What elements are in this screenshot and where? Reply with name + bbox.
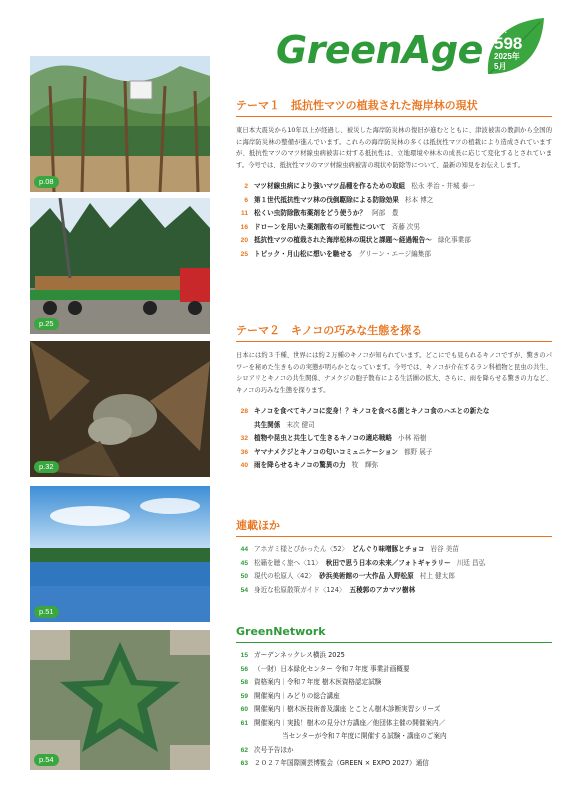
toc-item[interactable] (236, 690, 552, 704)
toc-item[interactable] (236, 717, 552, 731)
toc-author: グリーン・エージ編集部 (358, 249, 431, 258)
toc-author: 阿部 豊 (372, 209, 399, 217)
toc-page: 59 (240, 692, 248, 700)
toc-page: 11 (241, 210, 248, 217)
toc-title: ２０２７年国際園芸博覧会（GREEN × EXPO 2027）通信 (254, 759, 429, 767)
photo-mushroom (30, 341, 210, 477)
toc-item[interactable] (236, 446, 552, 460)
serials-toc (236, 543, 552, 597)
magazine-logo: GreenAge (276, 28, 483, 72)
photo-page-badge: p.51 (34, 606, 59, 618)
issue-number: 598 (494, 34, 523, 53)
toc-title: 松くい虫防除散布薬剤をどう使うか？ (254, 209, 367, 217)
toc-title: 植物や昆虫と共生して生きるキノコの適応戦略 (254, 434, 393, 442)
photo-goryokaku-aerial (30, 630, 210, 770)
masthead (270, 14, 560, 84)
theme1-section (236, 98, 552, 261)
toc-page: 32 (240, 435, 248, 442)
toc-author: 牧 輝弥 (351, 461, 379, 469)
toc-title: 雨を降らせるキノコの驚異の力 (254, 461, 346, 469)
greennetwork-title: GreenNetwork (236, 624, 552, 643)
photo-page-badge: p.08 (34, 176, 59, 188)
toc-author: 末次 健司 (286, 420, 315, 429)
toc-item[interactable] (236, 584, 552, 598)
greennetwork-section (236, 624, 552, 771)
toc-title: キノコを食べてキノコに変身！？キノコを食べる菌とキノコ食のハエとの新たな (254, 407, 490, 415)
toc-page: 2 (244, 183, 248, 190)
toc-page: 15 (240, 652, 248, 659)
toc-page: 6 (244, 196, 248, 204)
theme2-toc (236, 405, 552, 473)
toc-author: 岩谷 美苗 (430, 545, 459, 553)
toc-author: 杉本 博之 (404, 195, 434, 204)
toc-item[interactable] (236, 180, 552, 194)
greennetwork-toc (236, 649, 552, 771)
toc-series: 現代の松原人〈42〉 (254, 572, 316, 580)
toc-item[interactable] (236, 570, 552, 584)
toc-page: 36 (240, 448, 248, 456)
issue-number-block (494, 26, 522, 71)
toc-item-continued[interactable] (236, 419, 552, 433)
theme1-title: テーマ１ 抵抗性マツの植栽された海岸林の現状 (236, 98, 552, 117)
theme2-title: テーマ２ キノコの巧みな生態を探る (236, 323, 552, 342)
theme1-toc (236, 180, 552, 261)
toc-title: 資格案内｜令和７年度 樹木医資格認定試験 (254, 678, 382, 686)
photo-coastline (30, 486, 210, 622)
toc-item[interactable] (236, 194, 552, 208)
toc-title: ガーデンネックレス横浜 2025 (254, 651, 345, 659)
toc-title: 砂浜美術館の一大作品 入野松原 (319, 572, 414, 580)
toc-title: マツ材線虫病により強いマツ品種を作るための取組 (254, 182, 406, 190)
toc-page: 56 (240, 665, 248, 673)
toc-title: 五稜郭のアカマツ樹林 (349, 585, 416, 594)
toc-page: 16 (240, 223, 248, 231)
toc-item[interactable] (236, 248, 552, 262)
toc-title: ヤマナメクジとキノコの匂いコミュニケーション (254, 447, 398, 456)
toc-page: 50 (240, 573, 248, 580)
photo-page-badge: p.25 (34, 318, 59, 330)
toc-item[interactable] (236, 405, 552, 419)
toc-title: トピック・月山松に想いを馳せる (254, 249, 353, 258)
toc-author: 松永 孝治・井城 泰一 (411, 182, 475, 190)
toc-page: 44 (240, 546, 248, 553)
toc-item[interactable] (236, 207, 552, 221)
toc-author: 緑化事業部 (437, 236, 471, 244)
toc-item[interactable] (236, 676, 552, 690)
toc-item[interactable] (236, 432, 552, 446)
toc-item-continued[interactable] (236, 730, 552, 744)
issue-label: No. (494, 26, 507, 35)
toc-title: どんぐり味噌豚とチョコ (352, 545, 425, 553)
photo-page-badge: p.54 (34, 754, 59, 766)
toc-title: 開催案内｜みどりの総合講座 (254, 691, 340, 700)
toc-title-continued: 当センターが令和７年度に開催する試験・講座のご案内 (282, 732, 447, 740)
toc-item[interactable] (236, 557, 552, 571)
toc-page: 25 (240, 250, 248, 258)
serials-title: 連載ほか (236, 518, 552, 537)
toc-author: 村上 健太郎 (419, 572, 455, 580)
toc-series: 身近な松原散策ガイド〈124〉 (254, 585, 346, 594)
toc-author: 川廷 昌弘 (456, 558, 486, 567)
toc-title: （一財）日本緑化センター 令和７年度 事業計画概要 (254, 664, 410, 673)
toc-author: 斉藤 次男 (391, 222, 421, 231)
issue-year: 2025年 (494, 52, 520, 61)
toc-page: 20 (240, 237, 248, 244)
toc-page: 40 (240, 462, 248, 469)
toc-page: 58 (240, 679, 248, 686)
issue-month: 5月 (494, 62, 507, 71)
toc-item[interactable] (236, 744, 552, 758)
toc-page: 45 (240, 559, 248, 567)
theme2-section (236, 323, 552, 473)
toc-title-continued: 共生関係 (254, 420, 281, 429)
toc-page: 62 (240, 746, 248, 754)
toc-series: アホガミ様とぴかったん〈52〉 (254, 545, 349, 553)
photo-pine-forest (30, 56, 210, 192)
toc-title: 秋田で思う日本の未来／フォトギャラリー (325, 558, 451, 567)
toc-title: 抵抗性マツの植栽された海岸松林の現状と課題～経過報告～ (254, 236, 432, 244)
serials-section (236, 518, 552, 597)
toc-page: 60 (240, 706, 248, 713)
toc-item[interactable] (236, 234, 552, 248)
toc-item[interactable] (236, 221, 552, 235)
toc-page: 28 (240, 408, 248, 415)
toc-author: 小林 裕樹 (398, 434, 427, 442)
photo-log-truck (30, 198, 210, 334)
toc-page: 54 (240, 586, 248, 594)
toc-item[interactable] (236, 543, 552, 557)
toc-page: 61 (240, 719, 248, 727)
theme2-intro: 日本には約３千種、世界には約２万種のキノコが知られています。どこにでも見られるキノコですが、驚きのパワーを秘めた生きものの実態が明らかとなっています。今号では、キノコが介在するラン科植物と昆虫の共生、シロアリとキノコの共生関係、ナメクジの胞子散布による生活圏の拡大、さらに、雨を降らせる驚きの力など、キノコの巧みな生態を探ります。 (236, 352, 552, 394)
toc-item[interactable] (236, 649, 552, 663)
toc-author: 都野 展子 (403, 447, 433, 456)
toc-title: 次号予告ほか (254, 745, 294, 754)
toc-item[interactable] (236, 459, 552, 473)
toc-item[interactable] (236, 703, 552, 717)
theme1-intro: 東日本大震災から10年以上が経過し、被災した海岸防災林の復旧が進むとともに、津波被害の教訓から全国的に海岸防災林の整備が進んでいます。これらの海岸防災林の多くは抵抗性マツの植栽により造成されていますが、抵抗性マツのマツ材線虫病被害に対する抵抗性は、立地環境や林木の成長に応じて変化するとされています。今号では、抵抗性マツのマツ材線虫病被害の現状や防除等について、最新の知見をお伝えします。 (236, 127, 552, 169)
toc-page: 63 (240, 760, 248, 767)
toc-title: 開催案内｜樹木医技術普及講座 とことん樹木診断実習シリーズ (254, 705, 441, 713)
toc-title: 第１世代抵抗性マツ林の伐倒駆除による防除効果 (254, 195, 399, 204)
toc-title: ドローンを用いた薬剤散布の可能性について (254, 222, 386, 231)
toc-item[interactable] (236, 663, 552, 677)
toc-item[interactable] (236, 757, 552, 771)
photo-page-badge: p.32 (34, 461, 59, 473)
toc-series: 松籟を聴く旅へ〈11〉 (254, 558, 322, 567)
toc-title: 開催案内｜実践！樹木の見分け方講座／他団体主催の開催案内／ (254, 718, 446, 727)
